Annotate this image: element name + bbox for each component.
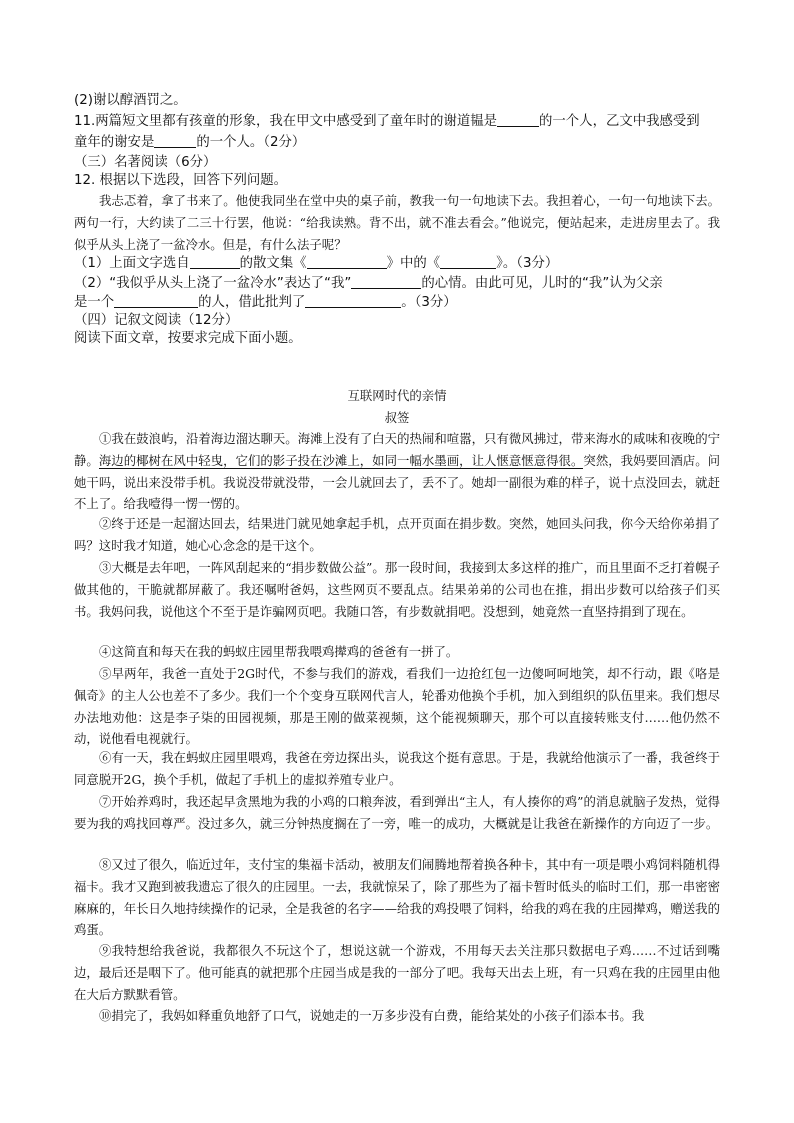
- q12-sub2: [74, 273, 722, 294]
- q12-1-text-c: 》中的《: [386, 256, 441, 271]
- q11-blank-1[interactable]: [497, 112, 539, 127]
- q12-2-blank-criticized[interactable]: [305, 293, 401, 308]
- excerpt-passage: 我忐忑着，拿了书来了。他使我同坐在堂中央的桌子前，教我一句一句地读下去。我担着心，一句一句地读下去。两句一行，大约读了二三十行罢，他说：“给我读熟。背不出，就不准去看会。”他说完，便站起来，走进房里去了。我似乎从头上浇了一盆冷水。但是，有什么法子呢？: [74, 193, 720, 252]
- q12-2-text-b: 的心情。由此可见，儿时的“我”认为父亲: [421, 276, 663, 291]
- section-4-instruction: 阅读下面文章，按要求完成下面小题。: [74, 331, 302, 346]
- paragraph-5: ⑤早两年，我爸一直处于2G时代，不参与我们的游戏，看我们一边抢红包一边傻呵呵地笑，却不行动，跟《咯是佩奇》的主人公也差不了多少。我们一个个变身互联网代言人，轮番劝他换个手机，加入到组织的队伍里来。我们想尽办法地劝他：这是李子柒的田园视频，那是王刚的做菜视频，这个能视频聊天，那个可以直接转账支付……他仍然不动，说他看电视就行。: [74, 666, 720, 747]
- paragraph-6: ⑥有一天，我在蚂蚁庄园里喂鸡，我爸在旁边探出头，说我这个挺有意思。于是，我就给他演示了一番，我爸终于同意脱开2G，换个手机，做起了手机上的虚拟养殖专业户。: [74, 750, 720, 787]
- paragraph-2: ②终于还是一起溜达回去，结果进门就见她拿起手机，点开页面在捐步数。突然，她回头问我，你今天给你弟捐了吗？这时我才知道，她心心念念的是干这个。: [74, 516, 720, 553]
- q12-1-blank-author[interactable]: [190, 254, 240, 269]
- q12-1-text-a: （1）上面文字选自: [74, 256, 190, 271]
- q12-2-text-e: 。（3分）: [401, 295, 457, 310]
- question-11: [74, 111, 722, 132]
- q10-part2-line: (2)谢以醇酒罚之。: [74, 93, 187, 108]
- q12-2-text-a: （2）“我似乎从头上浇了一盆冷水”表达了“我”: [74, 276, 352, 291]
- paragraph-4: ④这简直和每天在我的蚂蚁庄园里帮我喂鸡撵鸡的爸爸有一拼了。: [99, 644, 459, 659]
- section-3-heading: （三）名著阅读（6分）: [74, 155, 217, 170]
- paragraph-7: ⑦开始养鸡时，我还起早贪黑地为我的小鸡的口粮奔波，看到弹出“主人，有人揍你的鸡”的消息就脑子发热，觉得要为我的鸡找回尊严。没过多久，就三分钟热度搁在了一旁，唯一的成功，大概就是让我爸在新操作的方向迈了一步。: [74, 794, 720, 831]
- question-12: 12. 根据以下选段，回答下列问题。: [74, 173, 288, 188]
- section-4-heading: （四）记叙文阅读（12分）: [74, 313, 239, 328]
- q12-1-blank-collection[interactable]: [307, 254, 387, 269]
- article-author: 叔签: [384, 410, 410, 425]
- paragraph-8: ⑧又过了很久，临近过年，支付宝的集福卡活动，被朋友们闹腾地帮着换各种卡，其中有一项是喂小鸡饲料随机得福卡。我才又跑到被我遗忘了很久的庄园里。一去，我就惊呆了，除了那些为了福卡暂时低头的临时工们，那一串密密麻麻的，年长日久地持续操作的记录，全是我爸的名字——给我的鸡投喂了饲料，给我的鸡在我的庄园撵鸡，赠送我的鸡蛋。: [74, 857, 720, 938]
- q12-2-text-d: 的人，借此批判了: [198, 295, 306, 310]
- paragraph-10: ⑩捐完了，我妈如释重负地舒了口气，说她走的一万多步没有白费，能给某处的小孩子们添本书。我: [99, 1008, 645, 1023]
- q11-text-c: 童年的谢安是: [74, 135, 155, 150]
- q12-sub1: [74, 253, 722, 274]
- paragraph-9: ⑨我特想给我爸说，我都很久不玩这个了，想说这就一个游戏，不用每天去关注那只数据电子鸡……不过话到嘴边，最后还是咽下了。他可能真的就把那个庄园当成是我的一部分了吧。我每天出去上班，有一只鸡在我的庄园里由他在大后方默默看管。: [74, 943, 720, 1002]
- article-title: 互联网时代的亲情: [347, 388, 447, 403]
- q12-2-text-c: 是一个: [74, 295, 115, 310]
- question-11-cont: [74, 132, 722, 153]
- p1-text-a: ①我在鼓浪屿，沿着海边溜达聊天。海滩上没有了白天的热闹和喧嚣，只有微风拂过，带来海水的咸味和夜晚的宁静。: [74, 431, 720, 468]
- q12-2-blank-mood[interactable]: [351, 274, 421, 289]
- q11-text-d: 的一个人。（2分）: [196, 135, 306, 150]
- p1-underlined-sentence: 海边的椰树在风中轻曳，它们的影子投在沙滩上，如同一幅水墨画，让人惬意惬意得很。: [98, 452, 584, 468]
- paragraph-1: [74, 428, 720, 515]
- q12-2-blank-father[interactable]: [114, 293, 198, 308]
- q11-text-a: 11.两篇短文里都有孩童的形象，我在甲文中感受到了童年时的谢道韫是: [74, 114, 498, 129]
- q12-1-text-d: 》。（3分）: [496, 256, 559, 271]
- p1-text-b: 突然，我妈要回酒店。问她干吗，说出来没带手机。我说没带就没带，一会儿就回去了，丢不了。她却一副很为难的样子，说十点没回去，就赶不上了。给我噎得一愣一愣的。: [74, 452, 721, 512]
- q12-1-text-b: 的散文集《: [239, 256, 307, 271]
- paragraph-3: ③大概是去年吧，一阵风刮起来的“捐步数做公益”。那一段时间，我接到太多这样的推广，而且里面不乏打着幌子做其他的，干脆就都屏蔽了。我还嘱咐爸妈，这些网页不要乱点。结果弟弟的公司也在推，捐出步数可以给孩子们买书。我妈问我，说他这个不至于是诈骗网页吧。我随口答，有步数就捐吧。没想到，她竟然一直坚持捐到了现在。: [74, 560, 720, 619]
- q11-blank-2[interactable]: [154, 133, 196, 148]
- q11-text-b: 的一个人，乙文中我感受到: [539, 114, 700, 129]
- q12-1-blank-essay[interactable]: [440, 254, 496, 269]
